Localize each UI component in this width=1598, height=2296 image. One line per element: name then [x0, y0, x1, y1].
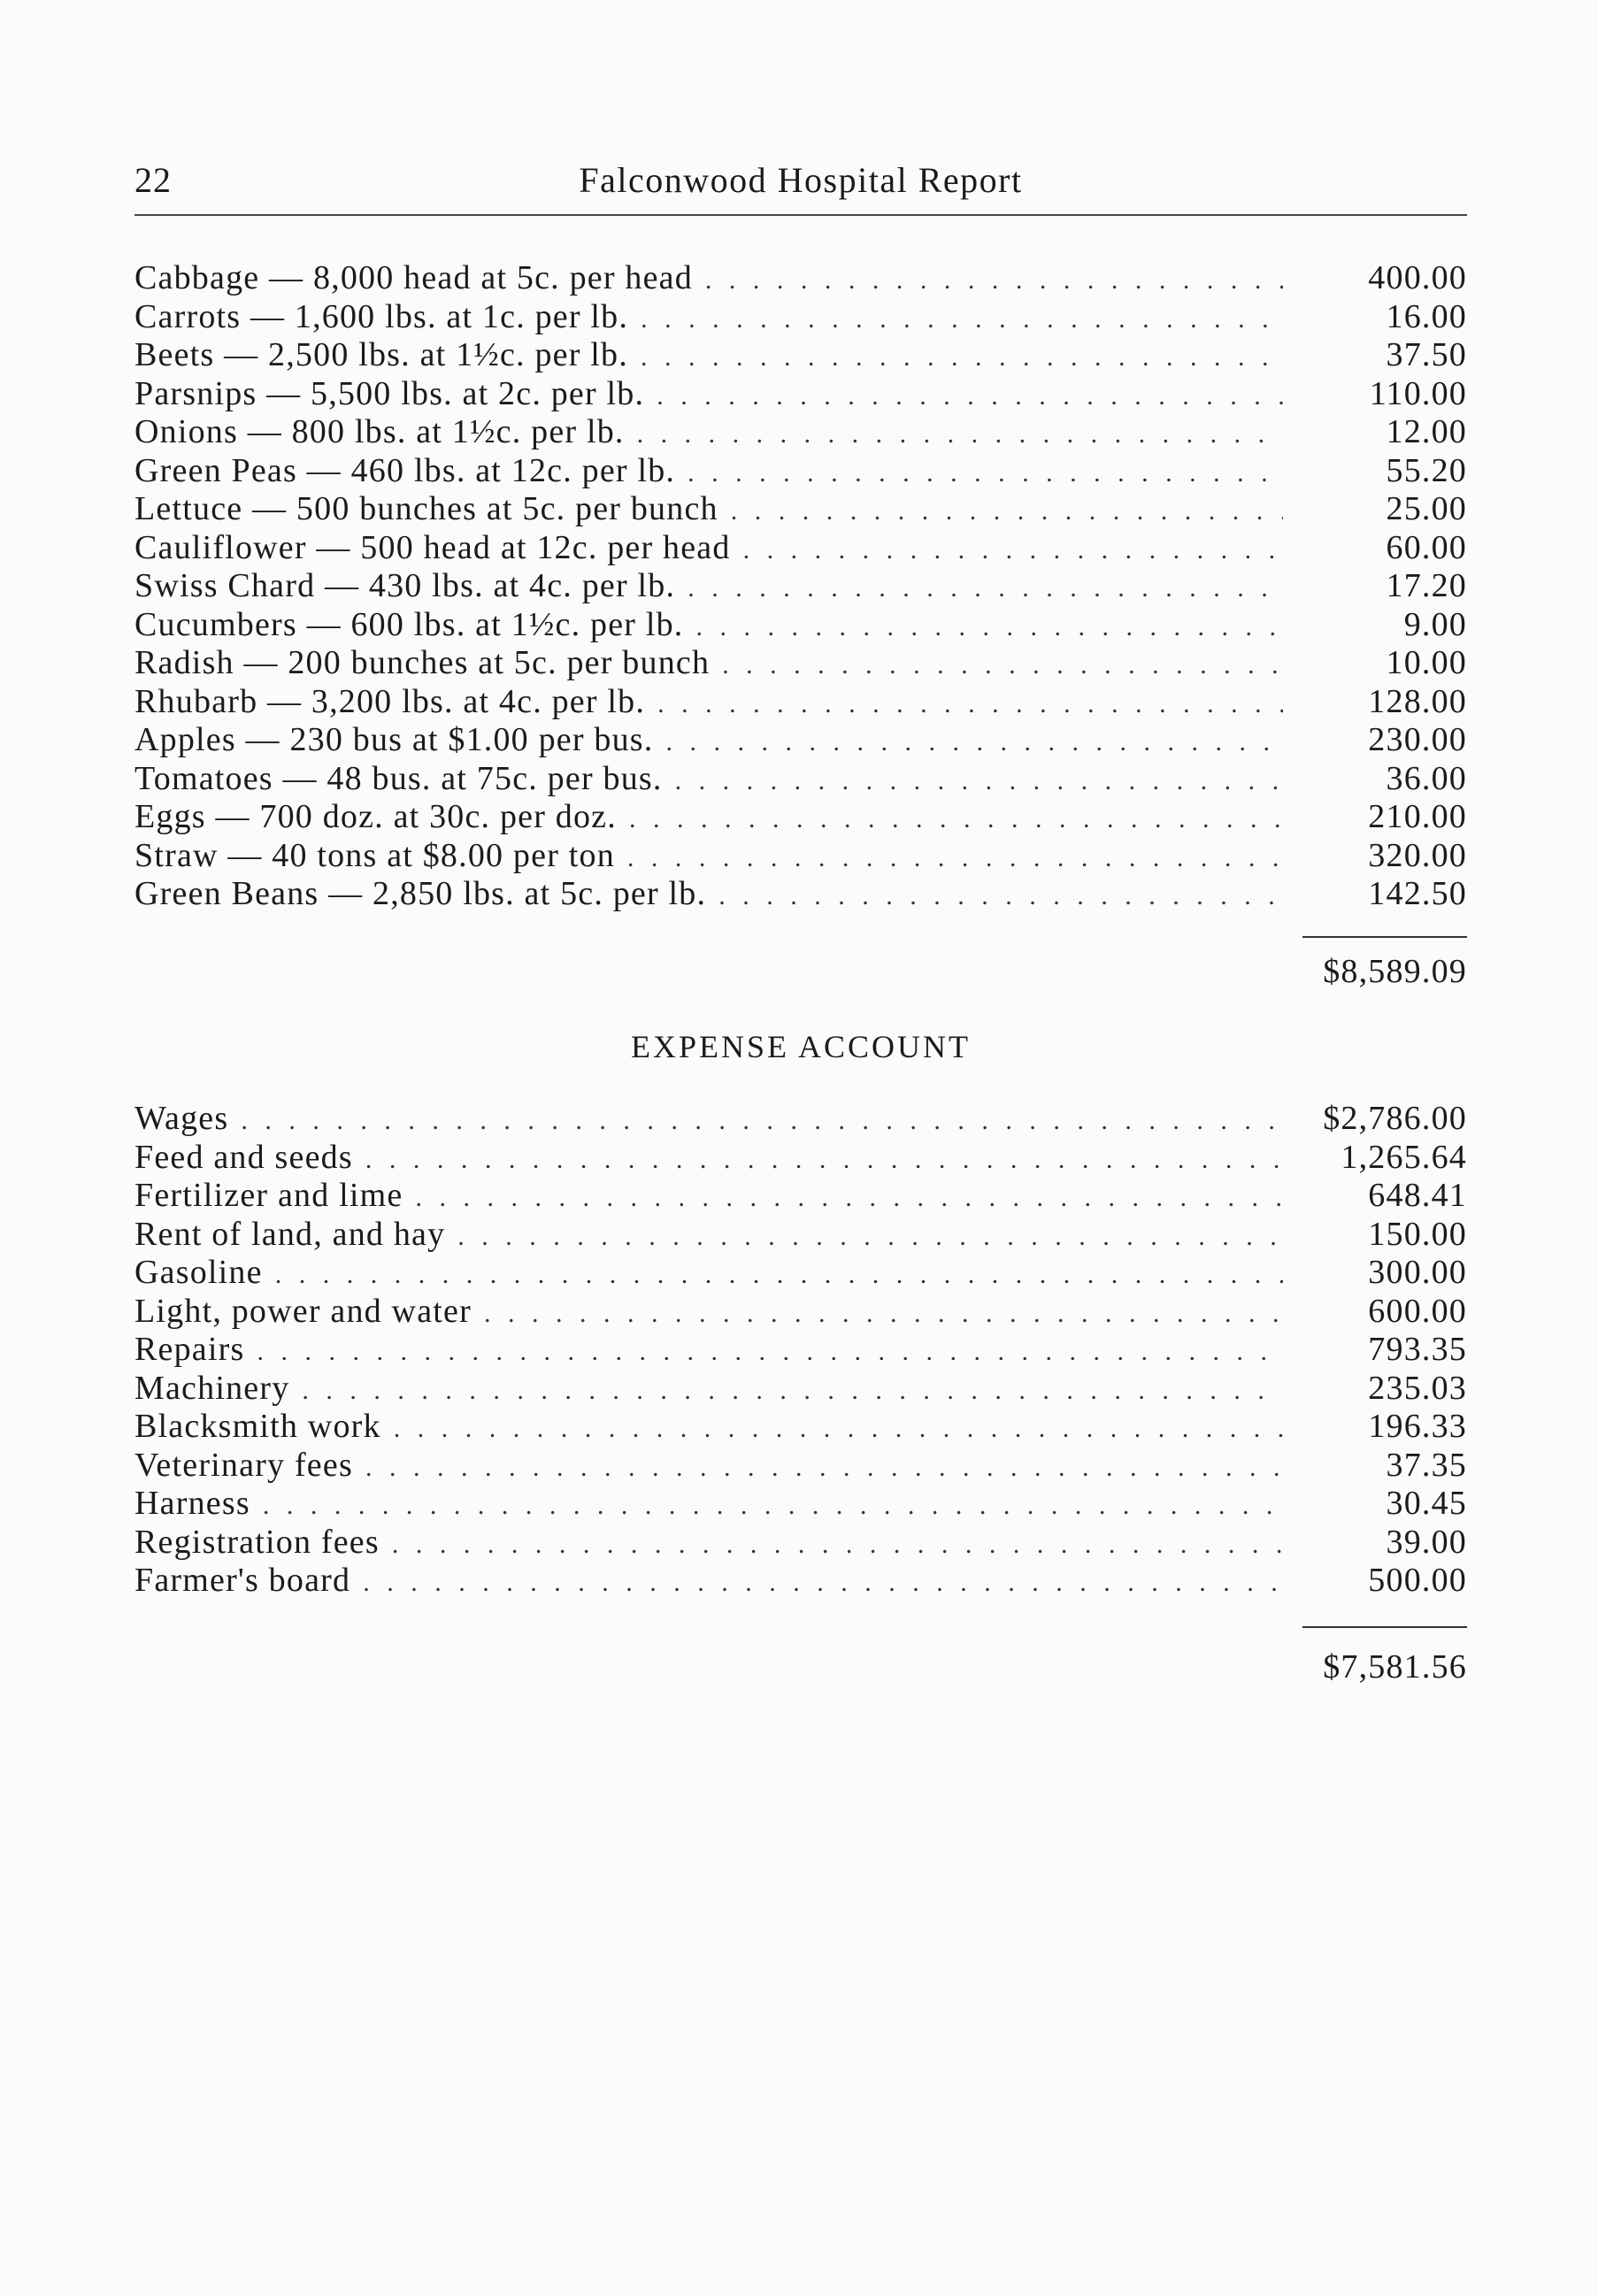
- item-label: Carrots — 1,600 lbs. at 1c. per lb.: [134, 297, 629, 335]
- item-label: Fertilizer and lime: [134, 1177, 403, 1214]
- item-label: Wages: [134, 1100, 229, 1137]
- dot-leader: [688, 573, 1283, 603]
- dot-leader: [392, 1530, 1283, 1560]
- dot-leader: [675, 766, 1283, 796]
- dot-leader: [641, 342, 1283, 372]
- ledger-row: [134, 451, 1467, 490]
- ledger-row: [134, 1176, 1467, 1215]
- dot-leader: [484, 1299, 1283, 1329]
- dot-leader: [363, 1568, 1283, 1598]
- item-amount: 10.00: [1386, 644, 1467, 681]
- dot-leader: [641, 304, 1283, 334]
- item-label: Onions — 800 lbs. at 1½c. per lb.: [134, 413, 625, 450]
- item-amount: 500.00: [1368, 1562, 1467, 1599]
- ledger-row: [134, 836, 1467, 875]
- ledger-row: [134, 1215, 1467, 1254]
- item-amount: 320.00: [1368, 836, 1467, 874]
- ledger-row: [134, 1253, 1467, 1292]
- ledger-row: [134, 797, 1467, 836]
- item-amount: 400.00: [1368, 259, 1467, 296]
- ledger-row: [134, 258, 1467, 297]
- item-amount: 300.00: [1368, 1254, 1467, 1291]
- item-label: Lettuce — 500 bunches at 5c. per bunch: [134, 490, 718, 527]
- dot-leader: [657, 381, 1283, 411]
- dot-leader: [637, 419, 1283, 449]
- ledger-row: [134, 489, 1467, 528]
- item-amount: 9.00: [1403, 605, 1467, 643]
- ledger-row: [134, 605, 1467, 644]
- item-amount: 60.00: [1386, 528, 1467, 566]
- dot-leader: [263, 1491, 1283, 1521]
- item-label: Rhubarb — 3,200 lbs. at 4c. per lb.: [134, 682, 646, 720]
- produce-total-rule: [1302, 936, 1467, 938]
- item-amount: 55.20: [1386, 451, 1467, 489]
- item-label: Straw — 40 tons at $8.00 per ton: [134, 836, 615, 874]
- item-label: Machinery: [134, 1369, 290, 1407]
- dot-leader: [629, 804, 1283, 834]
- ledger-row: [134, 643, 1467, 682]
- dot-leader: [394, 1414, 1283, 1444]
- item-label: Veterinary fees: [134, 1446, 353, 1484]
- item-label: Farmer's board: [134, 1562, 351, 1599]
- item-amount: 648.41: [1368, 1177, 1467, 1214]
- item-label: Green Beans — 2,850 lbs. at 5c. per lb.: [134, 875, 707, 912]
- item-label: Cabbage — 8,000 head at 5c. per head: [134, 259, 693, 296]
- item-label: Feed and seeds: [134, 1138, 353, 1176]
- page-number: 22: [134, 160, 172, 200]
- ledger-row: [134, 335, 1467, 374]
- dot-leader: [257, 1337, 1283, 1367]
- dot-leader: [722, 650, 1283, 680]
- item-amount: 128.00: [1368, 682, 1467, 720]
- dot-leader: [241, 1106, 1283, 1136]
- item-label: Apples — 230 bus at $1.00 per bus.: [134, 721, 654, 758]
- ledger-row: [134, 1446, 1467, 1485]
- expense-account-heading: EXPENSE ACCOUNT: [630, 1029, 972, 1064]
- item-label: Radish — 200 bunches at 5c. per bunch: [134, 644, 711, 681]
- ledger-row: [134, 1407, 1467, 1446]
- item-label: Rent of land, and hay: [134, 1215, 446, 1253]
- dot-leader: [718, 881, 1283, 911]
- ledger-row: [134, 1292, 1467, 1331]
- item-amount: 793.35: [1368, 1331, 1467, 1368]
- item-amount: 36.00: [1386, 759, 1467, 797]
- ledger-row: [134, 297, 1467, 336]
- ledger-row: [134, 1369, 1467, 1408]
- expense-total-rule: [1302, 1626, 1467, 1628]
- report-title: Falconwood Hospital Report: [579, 160, 1023, 200]
- ledger-row: [134, 1561, 1467, 1600]
- item-amount: 12.00: [1386, 413, 1467, 450]
- dot-leader: [688, 458, 1283, 488]
- produce-total: $8,589.09: [1323, 953, 1467, 990]
- ledger-row: [134, 412, 1467, 451]
- dot-leader: [743, 535, 1283, 565]
- ledger-row: [134, 1523, 1467, 1562]
- ledger-row: [134, 682, 1467, 721]
- item-label: Parsnips — 5,500 lbs. at 2c. per lb.: [134, 374, 645, 412]
- item-amount: 25.00: [1386, 490, 1467, 527]
- item-label: Registration fees: [134, 1523, 380, 1561]
- header-rule: [134, 214, 1467, 216]
- item-amount: 600.00: [1368, 1292, 1467, 1330]
- ledger-row: [134, 566, 1467, 605]
- item-amount: 37.35: [1386, 1446, 1467, 1484]
- ledger-row: [134, 759, 1467, 798]
- expense-total: $7,581.56: [1323, 1648, 1467, 1686]
- dot-leader: [457, 1222, 1283, 1252]
- dot-leader: [731, 496, 1283, 526]
- item-label: Cucumbers — 600 lbs. at 1½c. per lb.: [134, 605, 684, 643]
- dot-leader: [665, 727, 1283, 757]
- item-label: Gasoline: [134, 1254, 263, 1291]
- item-label: Repairs: [134, 1331, 245, 1368]
- dot-leader: [302, 1376, 1283, 1406]
- item-amount: 39.00: [1386, 1523, 1467, 1561]
- dot-leader: [696, 612, 1284, 642]
- item-amount: 37.50: [1386, 336, 1467, 373]
- dot-leader: [275, 1260, 1283, 1290]
- item-label: Swiss Chard — 430 lbs. at 4c. per lb.: [134, 567, 676, 604]
- dot-leader: [365, 1453, 1283, 1483]
- ledger-row: [134, 1099, 1467, 1138]
- item-label: Harness: [134, 1485, 250, 1522]
- item-amount: 235.03: [1368, 1369, 1467, 1407]
- item-amount: 150.00: [1368, 1215, 1467, 1253]
- item-amount: 17.20: [1386, 567, 1467, 604]
- item-amount: 142.50: [1368, 875, 1467, 912]
- item-amount: 16.00: [1386, 297, 1467, 335]
- expense-ledger: [134, 1099, 1467, 1600]
- ledger-row: [134, 1484, 1467, 1523]
- item-amount: 1,265.64: [1341, 1138, 1467, 1176]
- item-label: Beets — 2,500 lbs. at 1½c. per lb.: [134, 336, 628, 373]
- ledger-row: [134, 1330, 1467, 1369]
- dot-leader: [657, 689, 1283, 719]
- item-label: Eggs — 700 doz. at 30c. per doz.: [134, 798, 617, 835]
- item-amount: $2,786.00: [1323, 1100, 1467, 1137]
- produce-ledger: [134, 258, 1467, 913]
- page-header: [134, 150, 1467, 212]
- dot-leader: [627, 843, 1283, 873]
- dot-leader: [415, 1183, 1283, 1213]
- item-label: Cauliflower — 500 head at 12c. per head: [134, 528, 731, 566]
- ledger-row: [134, 528, 1467, 567]
- dot-leader: [365, 1145, 1283, 1175]
- item-amount: 196.33: [1368, 1408, 1467, 1445]
- ledger-row: [134, 1138, 1467, 1177]
- ledger-row: [134, 874, 1467, 913]
- item-amount: 110.00: [1369, 374, 1467, 412]
- dot-leader: [705, 265, 1283, 296]
- item-amount: 210.00: [1368, 798, 1467, 835]
- ledger-row: [134, 720, 1467, 759]
- item-amount: 230.00: [1368, 721, 1467, 758]
- item-label: Tomatoes — 48 bus. at 75c. per bus.: [134, 759, 663, 797]
- item-label: Green Peas — 460 lbs. at 12c. per lb.: [134, 451, 676, 489]
- item-label: Light, power and water: [134, 1292, 472, 1330]
- item-amount: 30.45: [1386, 1485, 1467, 1522]
- ledger-row: [134, 374, 1467, 413]
- item-label: Blacksmith work: [134, 1408, 381, 1445]
